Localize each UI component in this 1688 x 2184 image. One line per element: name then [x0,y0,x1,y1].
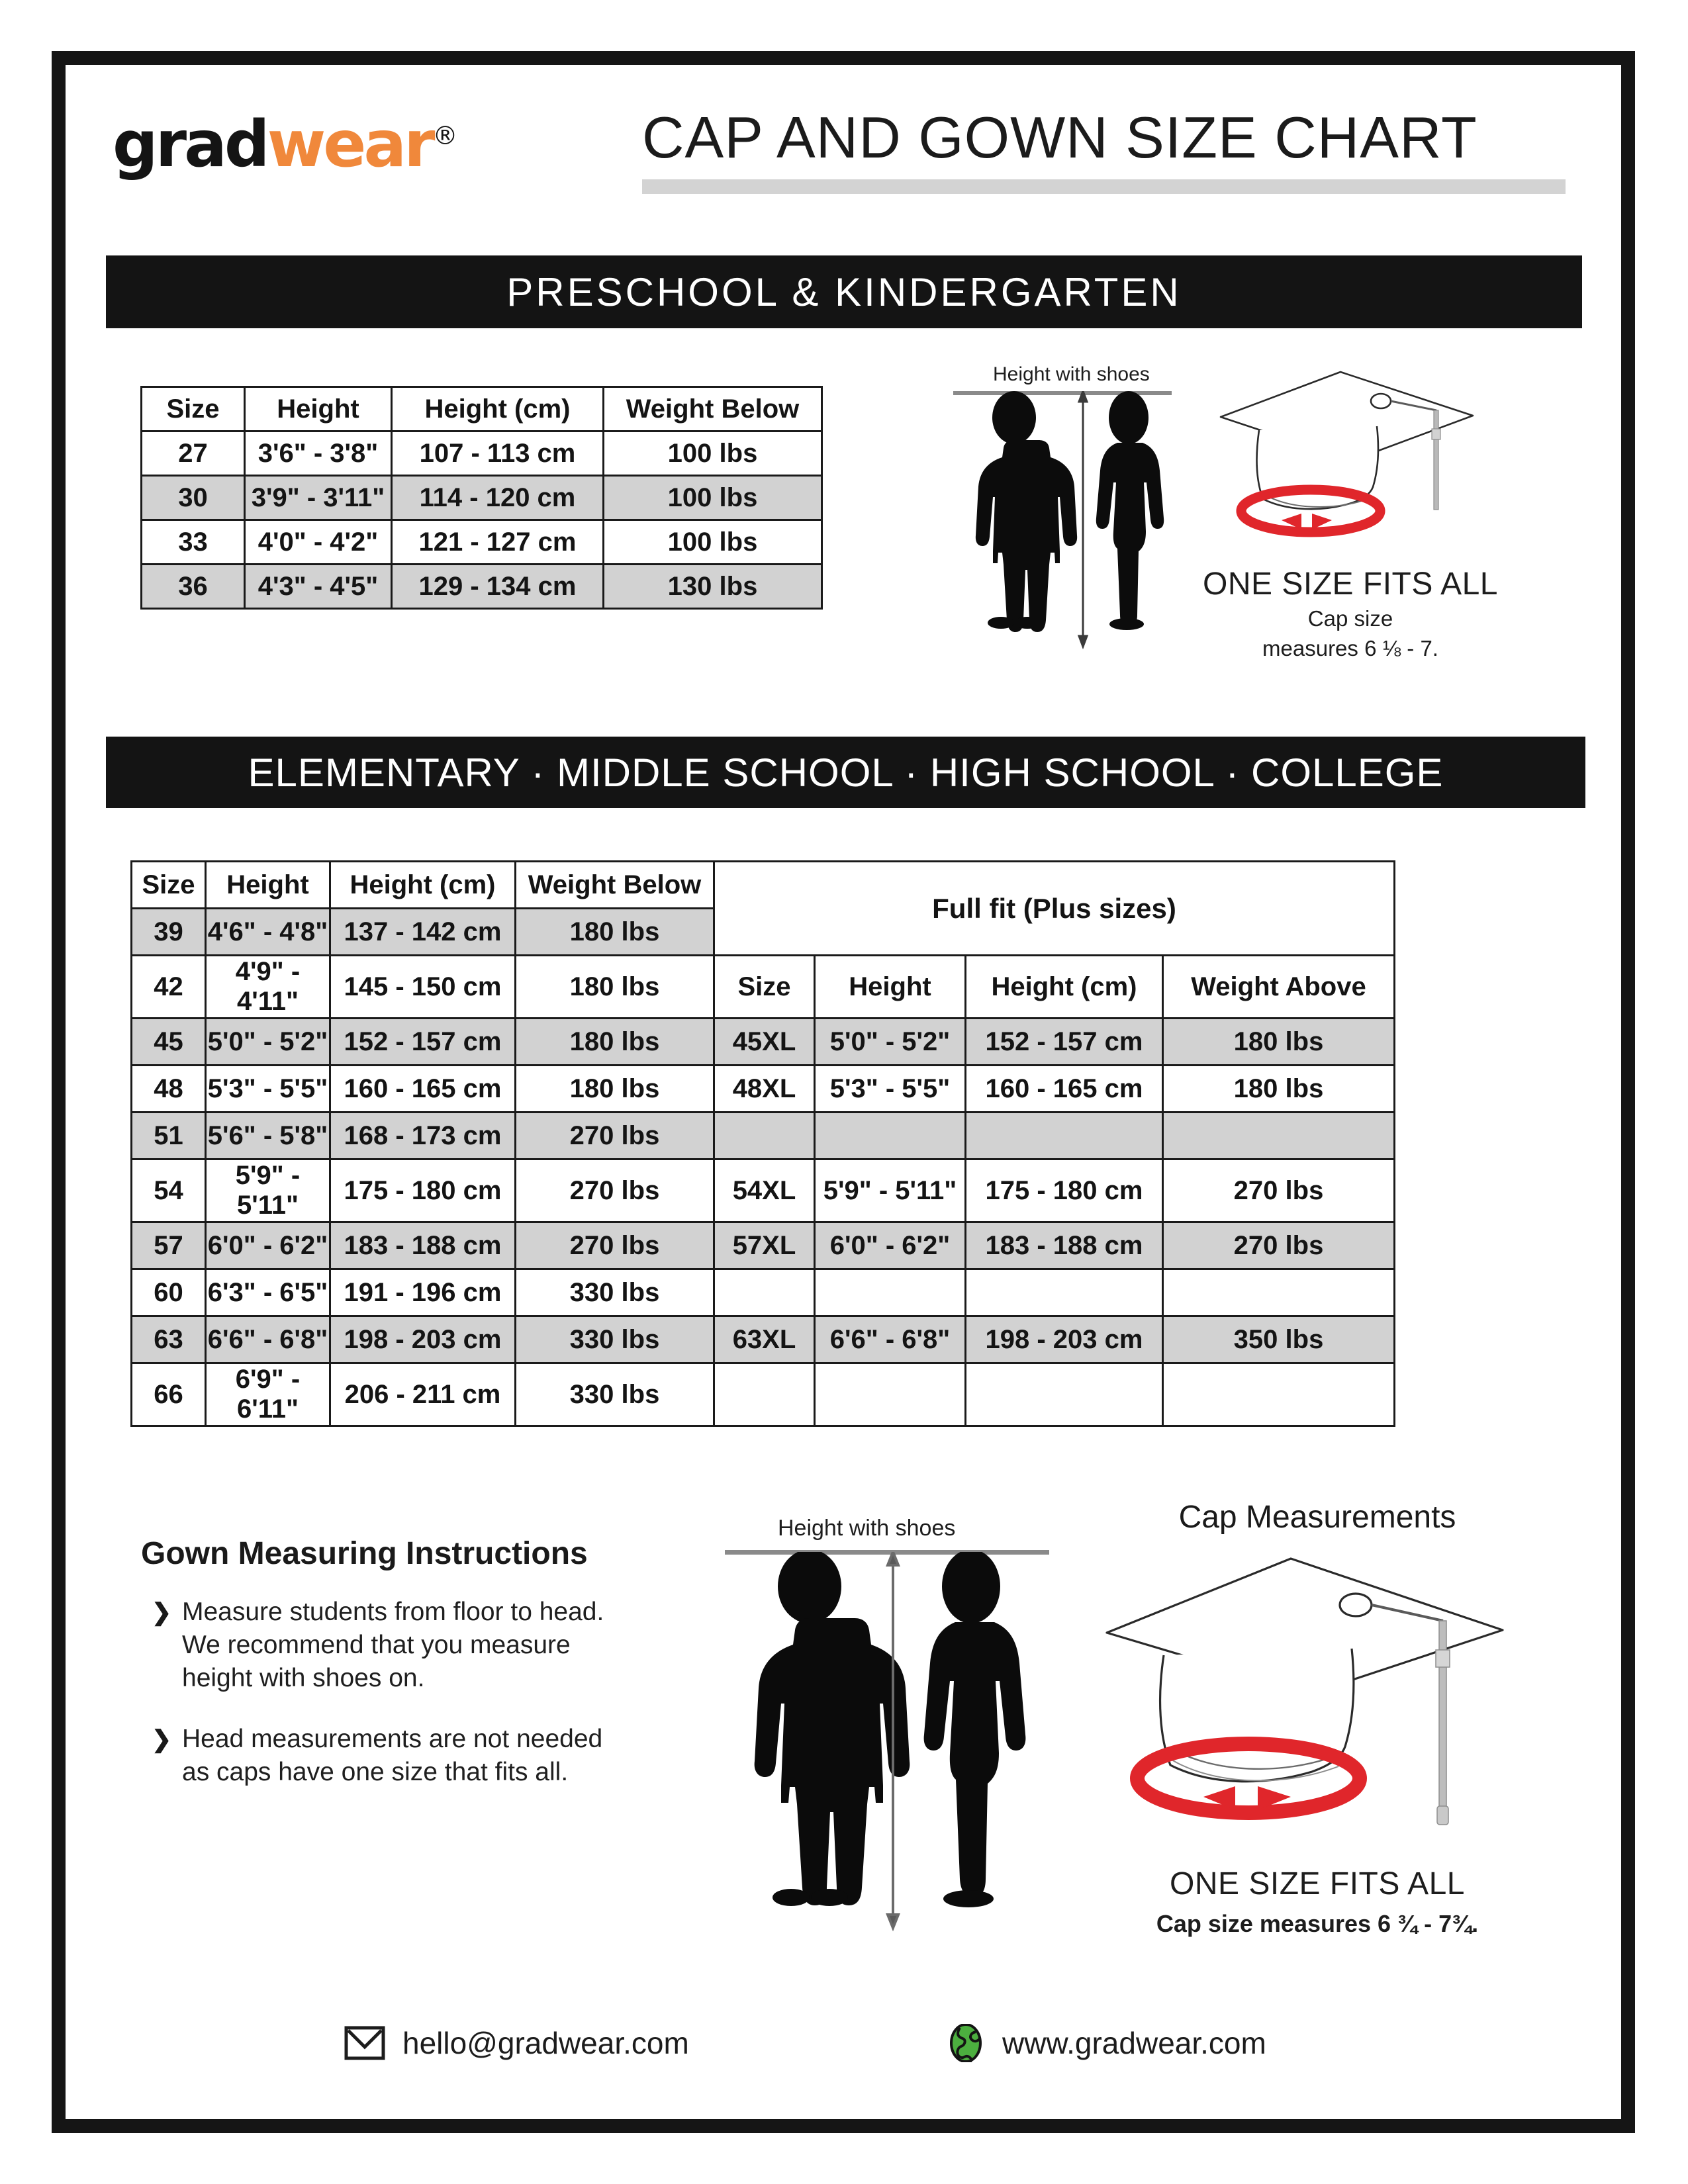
cell-xl-weight [1163,1363,1395,1426]
instructions-title: Gown Measuring Instructions [141,1536,588,1571]
cell-height-cm: 206 - 211 cm [330,1363,516,1426]
cell-xl-height-cm [966,1363,1163,1426]
one-size-fits-all-text: ONE SIZE FITS ALL [1170,1866,1465,1901]
cell-height: 5'6" - 5'8" [206,1113,330,1160]
cell-xl-height-cm [966,1113,1163,1160]
plus-col-header-height: Height [815,956,966,1019]
cell-xl-height: 5'0" - 5'2" [815,1019,966,1066]
gown-measuring-instructions [141,1535,624,1817]
top-illustration-group [940,363,1569,672]
cell-xl-weight: 350 lbs [1163,1316,1395,1363]
cell-height: 6'9" - 6'11" [206,1363,330,1426]
school-size-table [130,860,1395,1427]
cell-xl-weight [1163,1113,1395,1160]
cell-xl-size [714,1113,815,1160]
cell-xl-size: 63XL [714,1316,815,1363]
table-row [132,1019,1395,1066]
tassel-icon [1436,1621,1450,1825]
col-header-height: Height [245,387,392,432]
cell-xl-size: 57XL [714,1222,815,1269]
cell-size: 27 [142,432,245,476]
cell-height-cm: 129 - 134 cm [392,565,604,609]
height-with-shoes-label: Height with shoes [778,1516,956,1541]
cell-height: 5'0" - 5'2" [206,1019,330,1066]
cell-height-cm: 152 - 157 cm [330,1019,516,1066]
table-header-row [142,387,822,432]
cell-xl-height-cm: 183 - 188 cm [966,1222,1163,1269]
bottom-figures-group [725,1516,1069,1966]
cell-size: 57 [132,1222,206,1269]
table-row [132,1222,1395,1269]
page-header [113,106,1582,205]
cell-weight: 100 lbs [604,476,822,520]
envelope-icon [344,2026,385,2060]
cell-weight: 180 lbs [516,909,714,956]
graduation-cap-large-icon [1092,1547,1529,1864]
cell-xl-weight [1163,1269,1395,1316]
table-row [142,476,822,520]
cell-height-cm: 137 - 142 cm [330,909,516,956]
cell-xl-height-cm: 160 - 165 cm [966,1066,1163,1113]
footer-email-group[interactable] [344,2025,689,2061]
table-row [132,1066,1395,1113]
globe-icon [947,2024,985,2062]
section-banner-school: ELEMENTARY · MIDDLE SCHOOL · HIGH SCHOOL · COLLEGE [106,737,1585,808]
graduation-cap-icon [1211,364,1489,563]
plus-col-header-weight-above: Weight Above [1163,956,1395,1019]
cell-height-cm: 198 - 203 cm [330,1316,516,1363]
cell-weight: 180 lbs [516,1019,714,1066]
cell-size: 45 [132,1019,206,1066]
cell-weight: 330 lbs [516,1269,714,1316]
cell-weight: 330 lbs [516,1316,714,1363]
col-header-full-fit-plus-sizes: Full fit (Plus sizes) [714,862,1395,956]
plus-col-header-height-cm: Height (cm) [966,956,1163,1019]
cell-height: 6'6" - 6'8" [206,1316,330,1363]
cap-size-line-1: Cap size [1307,606,1393,631]
table-row [132,1160,1395,1222]
cell-height: 5'9" - 5'11" [206,1160,330,1222]
cell-size: 36 [142,565,245,609]
page-footer [344,2012,1337,2105]
page-title: CAP AND GOWN SIZE CHART [642,105,1477,170]
footer-website-text: www.gradwear.com [1002,2026,1266,2060]
list-item-text: Measure students from floor to head. We recommend that you measure height with shoes on. [182,1598,604,1692]
table-row [132,1269,1395,1316]
cell-size: 66 [132,1363,206,1426]
title-underline-rule [642,179,1566,194]
table-row [142,565,822,609]
cell-xl-weight: 180 lbs [1163,1019,1395,1066]
cell-xl-size [714,1363,815,1426]
arrow-bullet-icon: ❯ [152,1725,172,1752]
table-row [132,1363,1395,1426]
cell-size: 42 [132,956,206,1019]
list-item-text: Head measurements are not needed as caps have one size that fits all. [182,1724,603,1786]
cell-weight: 130 lbs [604,565,822,609]
cell-weight: 270 lbs [516,1113,714,1160]
cell-height-cm: 168 - 173 cm [330,1113,516,1160]
cell-xl-weight: 180 lbs [1163,1066,1395,1113]
cap-size-text: Cap size measures 6 ¾ - 7¾. [1156,1910,1479,1937]
cell-xl-height: 6'6" - 6'8" [815,1316,966,1363]
registered-trademark-icon: ® [432,121,458,150]
cell-size: 30 [142,476,245,520]
cell-weight: 270 lbs [516,1222,714,1269]
cell-height: 4'6" - 4'8" [206,909,330,956]
cell-height: 6'0" - 6'2" [206,1222,330,1269]
cell-weight: 330 lbs [516,1363,714,1426]
cell-height-cm: 183 - 188 cm [330,1222,516,1269]
preschool-size-table [140,386,823,610]
cell-size: 48 [132,1066,206,1113]
cap-measurements-group [1086,1499,1549,1962]
adult-figures-icon [725,1552,1056,1962]
cell-xl-height-cm [966,1269,1163,1316]
gradwear-logo [113,107,458,181]
cell-weight: 100 lbs [604,520,822,565]
table-row [132,1316,1395,1363]
list-item [141,1723,624,1789]
cell-xl-height-cm: 175 - 180 cm [966,1160,1163,1222]
cell-size: 60 [132,1269,206,1316]
logo-text-wear: wear [267,107,433,181]
one-size-fits-all-text: ONE SIZE FITS ALL [1203,567,1498,602]
cell-height-cm: 160 - 165 cm [330,1066,516,1113]
cell-height-cm: 191 - 196 cm [330,1269,516,1316]
plus-col-header-size: Size [714,956,815,1019]
cell-weight: 270 lbs [516,1160,714,1222]
table-row [142,432,822,476]
cell-weight: 180 lbs [516,1066,714,1113]
col-header-size: Size [132,862,206,909]
col-header-size: Size [142,387,245,432]
cell-xl-size: 48XL [714,1066,815,1113]
table-row [132,956,1395,1019]
cell-xl-height [815,1113,966,1160]
cell-xl-size: 54XL [714,1160,815,1222]
cell-xl-weight: 270 lbs [1163,1222,1395,1269]
cell-height: 4'0" - 4'2" [245,520,392,565]
cap-measurements-title: Cap Measurements [1178,1500,1456,1535]
list-item [141,1596,624,1695]
instructions-list [141,1596,624,1789]
cell-xl-size [714,1269,815,1316]
col-header-height-cm: Height (cm) [330,862,516,909]
one-size-fits-all-block [1192,566,1509,662]
one-size-fits-all-block [1086,1866,1549,1938]
cell-height: 5'3" - 5'5" [206,1066,330,1113]
col-header-weight-below: Weight Below [516,862,714,909]
cell-height: 6'3" - 6'5" [206,1269,330,1316]
col-header-weight-below: Weight Below [604,387,822,432]
arrow-bullet-icon: ❯ [152,1598,172,1625]
logo-text-grad: grad [113,107,267,181]
cell-weight: 180 lbs [516,956,714,1019]
table-header-row [132,862,1395,909]
cell-xl-height: 5'9" - 5'11" [815,1160,966,1222]
cell-height: 3'9" - 3'11" [245,476,392,520]
cell-xl-height [815,1363,966,1426]
cell-height: 4'9" - 4'11" [206,956,330,1019]
cell-height-cm: 114 - 120 cm [392,476,604,520]
cell-xl-height: 5'3" - 5'5" [815,1066,966,1113]
cell-height: 4'3" - 4'5" [245,565,392,609]
table-row [132,1113,1395,1160]
title-block [642,106,1569,194]
footer-website-group[interactable] [947,2024,1266,2062]
cell-xl-size: 45XL [714,1019,815,1066]
cell-size: 54 [132,1160,206,1222]
cell-xl-weight: 270 lbs [1163,1160,1395,1222]
cell-height-cm: 121 - 127 cm [392,520,604,565]
cell-xl-height [815,1269,966,1316]
cell-size: 51 [132,1113,206,1160]
height-with-shoes-label: Height with shoes [993,363,1150,385]
cell-height-cm: 175 - 180 cm [330,1160,516,1222]
cell-height-cm: 107 - 113 cm [392,432,604,476]
cell-xl-height: 6'0" - 6'2" [815,1222,966,1269]
table-row [142,520,822,565]
col-header-height: Height [206,862,330,909]
col-header-height-cm: Height (cm) [392,387,604,432]
cell-weight: 100 lbs [604,432,822,476]
section-banner-preschool: PRESCHOOL & KINDERGARTEN [106,255,1582,328]
cell-size: 39 [132,909,206,956]
cell-size: 63 [132,1316,206,1363]
cell-size: 33 [142,520,245,565]
cell-height: 3'6" - 3'8" [245,432,392,476]
cell-height-cm: 145 - 150 cm [330,956,516,1019]
cell-xl-height-cm: 152 - 157 cm [966,1019,1163,1066]
cell-xl-height-cm: 198 - 203 cm [966,1316,1163,1363]
footer-email-text: hello@gradwear.com [402,2026,689,2060]
cap-size-line-2: measures 6 ⅛ - 7. [1262,636,1438,661]
child-figures-icon [953,391,1192,669]
